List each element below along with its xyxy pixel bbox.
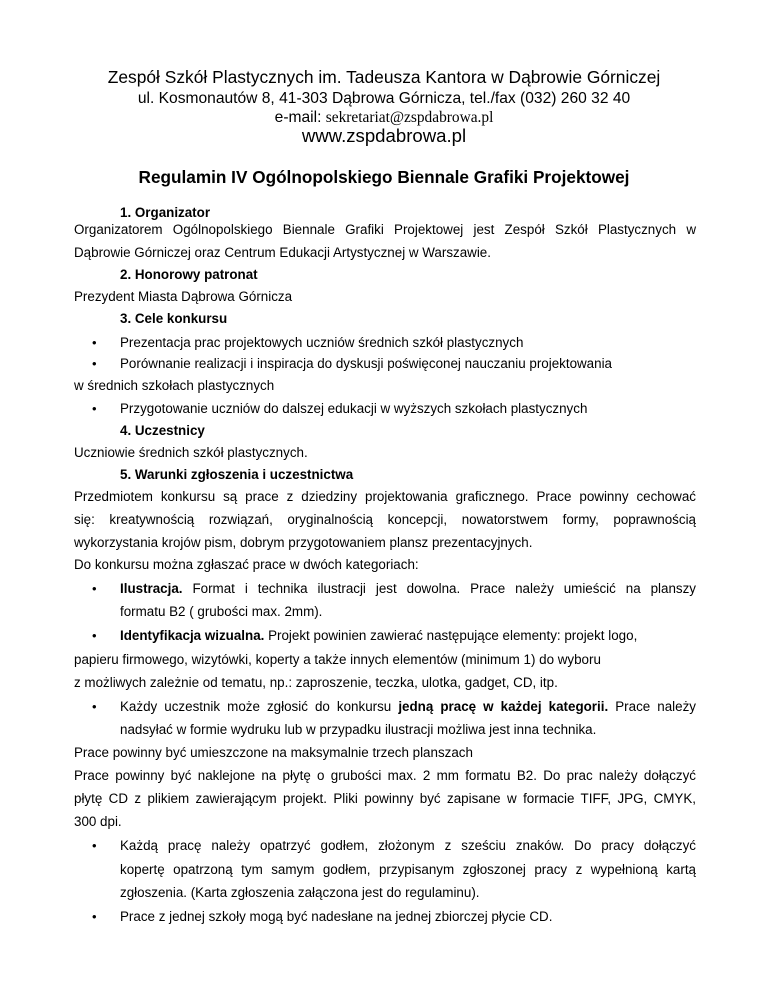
section-1-heading: 1. Organizator (120, 205, 211, 220)
conditions-p1-line-2: się: kreatywnością rozwiązań, oryginalnością koncepcji, nowatorstwem formy, poprawnością (74, 512, 696, 527)
category-ilustracja-label: Ilustracja. (120, 581, 183, 596)
bullet-icon: • (92, 581, 97, 596)
email-address[interactable]: sekretariat@zspdabrowa.pl (325, 109, 494, 126)
conditions-p1-line-1: Przedmiotem konkursu są prace z dziedziny projektowania graficznego. Prace powinny cechować (74, 489, 696, 504)
section-1-text-line-1: Organizatorem Ogólnopolskiego Biennale Grafiki Projektowej jest Zespół Szkół Plastycznych w (74, 222, 696, 237)
boards-limit: Prace powinny być umieszczone na maksymalnie trzech planszach (74, 745, 473, 760)
emblem-rule-line-1: Każdą pracę należy opatrzyć godłem, złożonym z sześciu znaków. Do pracy dołączyć (120, 838, 696, 853)
bullet-icon: • (92, 356, 97, 371)
section-3-heading: 3. Cele konkursu (120, 311, 228, 326)
section-2-text: Prezydent Miasta Dąbrowa Górnicza (74, 289, 293, 304)
goal-item-2-continued: w średnich szkołach plastycznych (74, 378, 275, 393)
category-identyfikacja-label: Identyfikacja wizualna. (120, 628, 265, 643)
emblem-rule-line-3: zgłoszenia. (Karta zgłoszenia załączona jest do regulaminu). (120, 885, 480, 900)
document-title: Regulamin IV Ogólnopolskiego Biennale Grafiki Projektowej (138, 167, 630, 187)
mounting-line-2: płytę CD z plikiem zawierającym projekt. Pliki powinny być zapisane w formacie TIFF, JPG, CMYK, (74, 791, 696, 806)
emblem-rule-line-2: kopertę opatrzoną tym samym godłem, przypisanym zgłoszonej pracy z wypełnioną kartą (120, 862, 696, 877)
bullet-icon: • (92, 909, 97, 924)
one-work-rule (120, 699, 696, 715)
section-4-text: Uczniowie średnich szkół plastycznych. (74, 445, 308, 460)
bullet-icon: • (92, 335, 97, 350)
section-5-heading: 5. Warunki zgłoszenia i uczestnictwa (120, 467, 354, 482)
bullet-icon: • (92, 628, 97, 643)
bullet-icon: • (92, 838, 97, 853)
conditions-p1-line-3: wykorzystania krojów pism, dobrym przygotowaniem plansz prezentacyjnych. (74, 535, 533, 550)
category-identyfikacja-line-3: z możliwych zależnie od tematu, np.: zaproszenie, teczka, ulotka, gadget, CD, itp. (74, 675, 558, 690)
website-link[interactable]: www.zspdabrowa.pl (301, 125, 467, 146)
goal-item-3: Przygotowanie uczniów do dalszej edukacji w wyższych szkołach plastycznych (120, 401, 588, 416)
mounting-line-3: 300 dpi. (74, 814, 122, 829)
category-ilustracja-text: Format i technika ilustracji jest dowolna. Prace należy umieścić na planszy (182, 581, 696, 596)
school-name: Zespół Szkół Plastycznych im. Tadeusza Kantora w Dąbrowie Górniczej (107, 67, 661, 87)
shared-cd-rule: Prace z jednej szkoły mogą być nadesłane na jednej zbiorczej płycie CD. (120, 909, 553, 924)
one-work-rule-text-2: Prace należy (608, 699, 696, 714)
one-work-rule-text-1: Każdy uczestnik może zgłosić do konkursu (120, 699, 399, 714)
email-label: e-mail: (274, 109, 326, 126)
goal-item-1: Prezentacja prac projektowych uczniów średnich szkół plastycznych (120, 335, 524, 350)
category-identyfikacja-text: Projekt powinien zawierać następujące elementy: projekt logo, (264, 628, 638, 643)
school-address: ul. Kosmonautów 8, 41-303 Dąbrowa Górnicza, tel./fax (032) 260 32 40 (137, 90, 631, 107)
section-2-heading: 2. Honorowy patronat (120, 267, 258, 282)
bullet-icon: • (92, 699, 97, 714)
category-identyfikacja-line-2: papieru firmowego, wizytówki, koperty a także innych elementów (minimum 1) do wyboru (74, 652, 601, 667)
category-ilustracja-line-2: formatu B2 ( grubości max. 2mm). (120, 604, 323, 619)
section-1-text-line-2: Dąbrowie Górniczej oraz Centrum Edukacji Artystycznej w Warszawie. (74, 245, 491, 260)
goal-item-2: Porównanie realizacji i inspiracja do dyskusji poświęconej nauczaniu projektowania (120, 356, 613, 371)
category-identyfikacja (120, 628, 637, 644)
one-work-rule-line-2: nadsyłać w formie wydruku lub w przypadku ilustracji możliwa jest inna technika. (120, 722, 597, 737)
category-ilustracja (120, 581, 696, 597)
categories-intro: Do konkursu można zgłaszać prace w dwóch kategoriach: (74, 557, 419, 572)
section-4-heading: 4. Uczestnicy (120, 423, 205, 438)
one-work-rule-emphasis: jedną pracę w każdej kategorii. (398, 699, 609, 714)
bullet-icon: • (92, 401, 97, 416)
mounting-line-1: Prace powinny być naklejone na płytę o grubości max. 2 mm formatu B2. Do prac należy dołączyć (74, 768, 696, 783)
